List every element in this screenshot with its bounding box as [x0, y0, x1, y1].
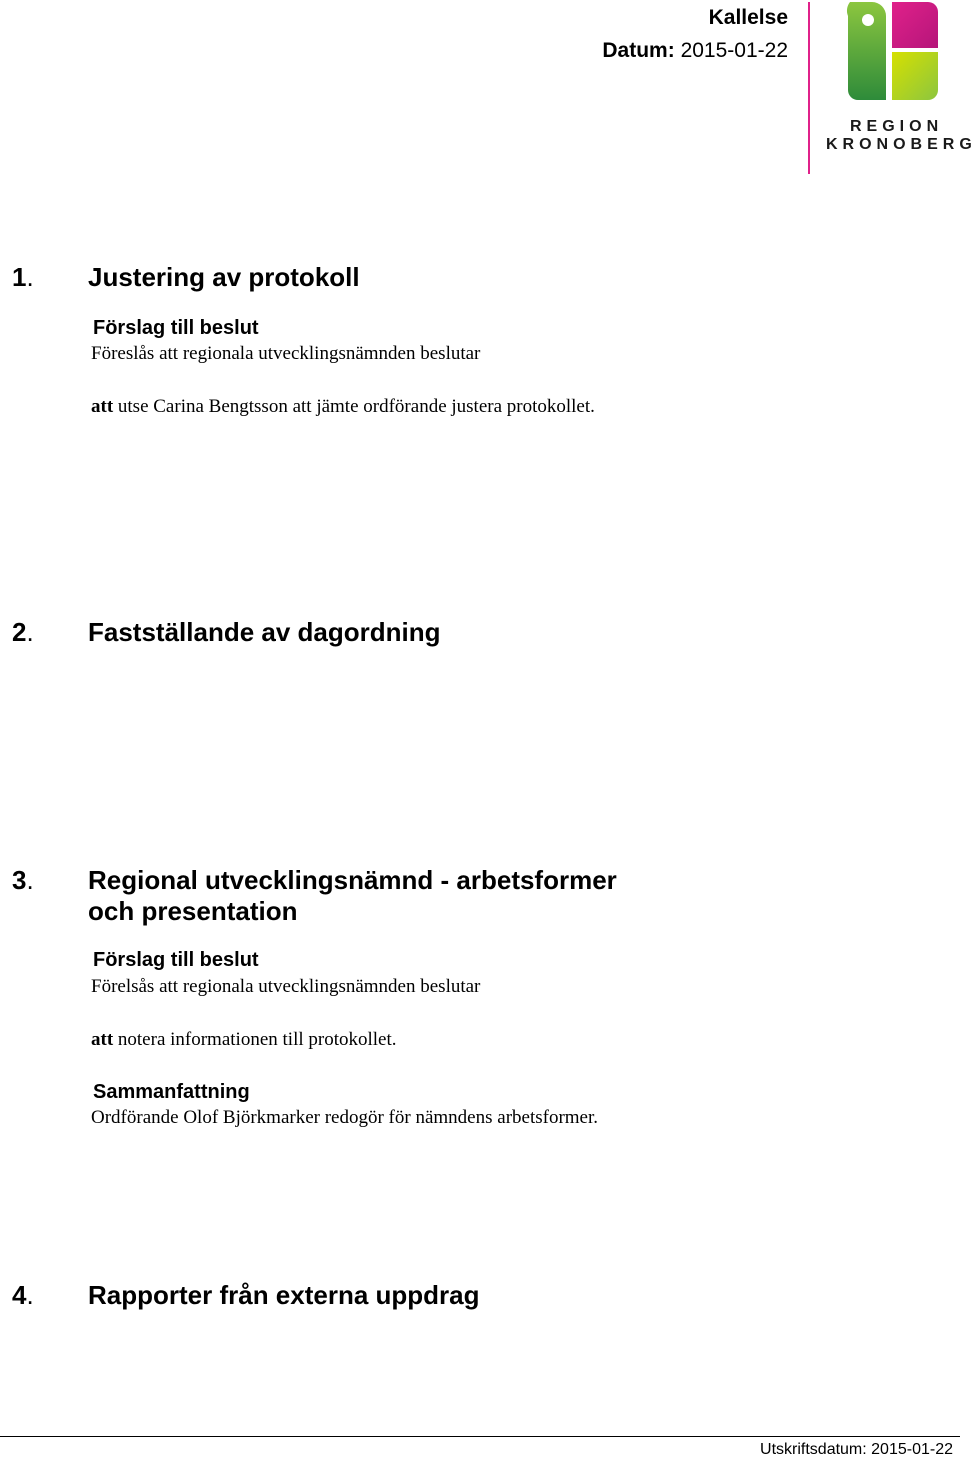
- section-1-proposal-heading: Förslag till beslut: [93, 317, 259, 339]
- section-4-number: 4.: [12, 1280, 34, 1310]
- section-1-title: Justering av protokoll: [88, 262, 360, 292]
- section-3-att-clause: att notera informationen till protokollet.: [91, 1029, 397, 1050]
- section-1-att-clause: att utse Carina Bengtsson att jämte ordförande justera protokollet.: [91, 396, 595, 417]
- section-4-title: Rapporter från externa uppdrag: [88, 1280, 480, 1310]
- section-3-number: 3.: [12, 865, 34, 895]
- section-3-summary-text: Ordförande Olof Björkmarker redogör för nämndens arbetsformer.: [91, 1107, 599, 1128]
- date-value: 2015-01-22: [680, 39, 788, 62]
- document-date: [602, 39, 788, 63]
- logo-text-kronoberg: KRONOBERG: [826, 136, 977, 153]
- logo-yellow-shape: [892, 52, 938, 100]
- section-1-number: 1.: [12, 262, 34, 292]
- section-3-title: [88, 865, 617, 927]
- date-label: Datum:: [602, 39, 675, 62]
- section-3-proposal-heading: Förslag till beslut: [93, 949, 259, 971]
- footer-divider: [0, 1436, 960, 1437]
- att-keyword: att: [91, 396, 114, 417]
- section-3-summary-heading: Sammanfattning: [93, 1081, 250, 1103]
- section-2-number: 2.: [12, 617, 34, 647]
- logo-pink-shape: [892, 2, 938, 48]
- section-2-title: Fastställande av dagordning: [88, 617, 441, 647]
- logo-text-region: REGION: [850, 118, 944, 135]
- document-type-title: Kallelse: [708, 6, 788, 29]
- section-1-proposal-text: Föreslås att regionala utvecklingsnämnden beslutar: [91, 343, 481, 364]
- print-date: Utskriftsdatum: 2015-01-22: [760, 1441, 953, 1458]
- section-3-proposal-text: Förelsås att regionala utvecklingsnämnden beslutar: [91, 976, 481, 997]
- section-3-title-line-1: Regional utvecklingsnämnd - arbetsformer: [88, 865, 617, 895]
- att-keyword: att: [91, 1029, 114, 1050]
- logo-divider: [808, 2, 810, 174]
- section-3-title-line-2: och presentation: [88, 896, 298, 926]
- logo-dot: [862, 14, 874, 26]
